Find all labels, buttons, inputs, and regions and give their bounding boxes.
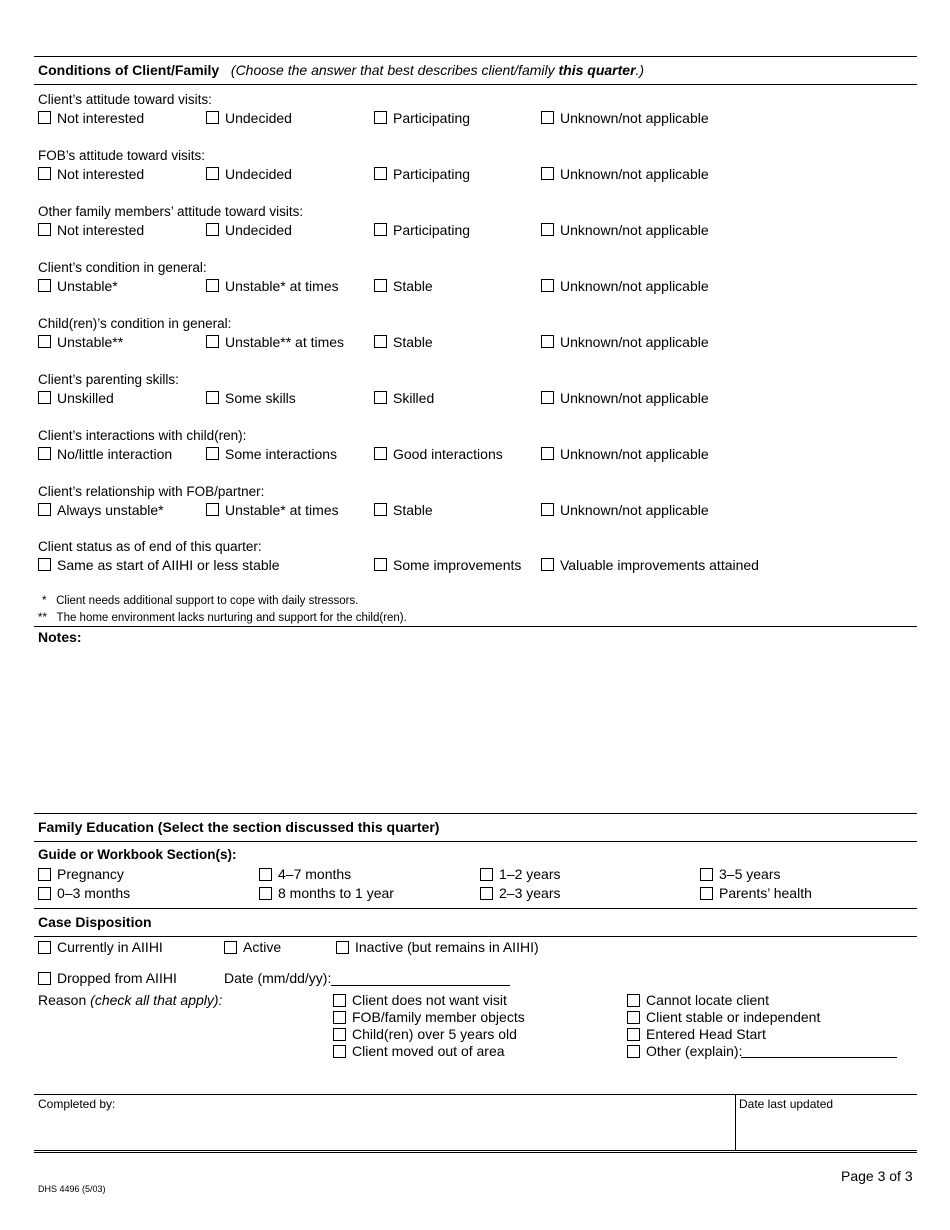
- q7-checkbox-good-interactions[interactable]: [374, 447, 387, 460]
- q4-option-unstable-at-times: Unstable* at times: [225, 278, 339, 294]
- reason-checkbox-no-visit[interactable]: [333, 994, 346, 1007]
- q3-option-participating: Participating: [393, 222, 471, 238]
- q5-checkbox-unstable[interactable]: [38, 335, 51, 348]
- completed-by-field[interactable]: [34, 1112, 734, 1148]
- q3-checkbox-unknown-not-applicable[interactable]: [541, 223, 554, 236]
- question-label: Child(ren)’s condition in general:: [38, 316, 232, 331]
- reason-checkbox-over-5[interactable]: [333, 1028, 346, 1041]
- q6-option-unskilled: Unskilled: [57, 390, 114, 406]
- reason-cannot-locate: Cannot locate client: [646, 992, 769, 1008]
- guide-label: Guide or Workbook Section(s):: [38, 847, 237, 862]
- q7-option-good-interactions: Good interactions: [393, 446, 503, 462]
- cd-option-active: Active: [243, 939, 282, 955]
- reason-stable: Client stable or independent: [646, 1009, 821, 1025]
- cd-checkbox-dropped[interactable]: [38, 972, 51, 985]
- q4-checkbox-stable[interactable]: [374, 279, 387, 292]
- fe-checkbox-pregnancy[interactable]: [38, 868, 51, 881]
- q8-checkbox-unstable-at-times[interactable]: [206, 503, 219, 516]
- reason-over-5: Child(ren) over 5 years old: [352, 1026, 517, 1042]
- q7-option-no-little-interaction: No/little interaction: [57, 446, 173, 462]
- reason-moved: Client moved out of area: [352, 1043, 505, 1059]
- form-id: DHS 4496 (5/03): [38, 1184, 106, 1194]
- q7-option-some-interactions: Some interactions: [225, 446, 338, 462]
- q1-option-participating: Participating: [393, 110, 471, 126]
- question-label: Other family members’ attitude toward visits:: [38, 204, 304, 219]
- reason-no-visit: Client does not want visit: [352, 992, 507, 1008]
- q4-checkbox-unknown-not-applicable[interactable]: [541, 279, 554, 292]
- notes-label: Notes:: [38, 629, 82, 645]
- family-education-title: Family Education (Select the section discussed this quarter): [38, 819, 440, 835]
- fe-option-2-3-years: 2–3 years: [499, 885, 561, 901]
- fe-checkbox-parents-health[interactable]: [700, 887, 713, 900]
- fe-option-4-7-months: 4–7 months: [278, 866, 352, 882]
- q1-checkbox-not-interested[interactable]: [38, 111, 51, 124]
- q6-checkbox-unskilled[interactable]: [38, 391, 51, 404]
- q3-checkbox-not-interested[interactable]: [38, 223, 51, 236]
- status-option-some-improvements: Some improvements: [393, 557, 522, 573]
- reason-checkbox-cannot-locate[interactable]: [627, 994, 640, 1007]
- q7-checkbox-unknown-not-applicable[interactable]: [541, 447, 554, 460]
- completed-by-label: Completed by:: [38, 1097, 116, 1111]
- q4-checkbox-unstable-at-times[interactable]: [206, 279, 219, 292]
- cd-date-field[interactable]: [331, 985, 510, 986]
- reason-head-start: Entered Head Start: [646, 1026, 766, 1042]
- q1-option-undecided: Undecided: [225, 110, 292, 126]
- fe-option-0-3-months: 0–3 months: [57, 885, 131, 901]
- question-label: Client’s condition in general:: [38, 260, 207, 275]
- cd-option-dropped: Dropped from AIIHI: [57, 970, 177, 986]
- fe-checkbox-8-months-1-year[interactable]: [259, 887, 272, 900]
- cd-option-inactive: Inactive (but remains in AIIHI): [355, 939, 539, 955]
- q8-checkbox-always-unstable[interactable]: [38, 503, 51, 516]
- q2-option-participating: Participating: [393, 166, 471, 182]
- q1-checkbox-undecided[interactable]: [206, 111, 219, 124]
- cd-checkbox-inactive[interactable]: [336, 941, 349, 954]
- q6-option-skilled: Skilled: [393, 390, 435, 406]
- notes-area[interactable]: [34, 646, 917, 808]
- q6-checkbox-unknown-not-applicable[interactable]: [541, 391, 554, 404]
- status-question-label: Client status as of end of this quarter:: [38, 539, 262, 554]
- reason-checkbox-head-start[interactable]: [627, 1028, 640, 1041]
- question-label: Client’s relationship with FOB/partner:: [38, 484, 265, 499]
- q3-checkbox-undecided[interactable]: [206, 223, 219, 236]
- q2-option-undecided: Undecided: [225, 166, 292, 182]
- q2-checkbox-participating[interactable]: [374, 167, 387, 180]
- conditions-subtitle: (Choose the answer that best describes client/family this quarter.): [230, 62, 645, 78]
- q3-option-undecided: Undecided: [225, 222, 292, 238]
- q5-checkbox-stable[interactable]: [374, 335, 387, 348]
- q2-checkbox-not-interested[interactable]: [38, 167, 51, 180]
- q1-option-unknown-not-applicable: Unknown/not applicable: [560, 110, 709, 126]
- q4-option-stable: Stable: [393, 278, 433, 294]
- q5-option-unstable-at-times: Unstable** at times: [225, 334, 345, 350]
- cd-checkbox-active[interactable]: [224, 941, 237, 954]
- date-last-updated-label: Date last updated: [739, 1097, 834, 1111]
- q4-option-unknown-not-applicable: Unknown/not applicable: [560, 278, 709, 294]
- q2-option-unknown-not-applicable: Unknown/not applicable: [560, 166, 709, 182]
- q2-checkbox-undecided[interactable]: [206, 167, 219, 180]
- q1-checkbox-participating[interactable]: [374, 111, 387, 124]
- q8-option-always-unstable: Always unstable*: [57, 502, 164, 518]
- q3-option-unknown-not-applicable: Unknown/not applicable: [560, 222, 709, 238]
- q3-option-not-interested: Not interested: [57, 222, 145, 238]
- question-label: FOB’s attitude toward visits:: [38, 148, 206, 163]
- reason-other-field[interactable]: [741, 1057, 897, 1058]
- status-checkbox-same[interactable]: [38, 558, 51, 571]
- q5-checkbox-unstable-at-times[interactable]: [206, 335, 219, 348]
- reason-other: Other (explain):: [646, 1043, 743, 1059]
- conditions-title: Conditions of Client/Family: [38, 62, 220, 78]
- reason-checkbox-stable[interactable]: [627, 1011, 640, 1024]
- fe-checkbox-4-7-months[interactable]: [259, 868, 272, 881]
- fe-option-parents-health: Parents’ health: [719, 885, 812, 901]
- q6-option-unknown-not-applicable: Unknown/not applicable: [560, 390, 709, 406]
- fe-checkbox-3-5-years[interactable]: [700, 868, 713, 881]
- q8-checkbox-stable[interactable]: [374, 503, 387, 516]
- q2-checkbox-unknown-not-applicable[interactable]: [541, 167, 554, 180]
- q7-option-unknown-not-applicable: Unknown/not applicable: [560, 446, 709, 462]
- cd-reason-label: Reason (check all that apply):: [38, 992, 223, 1008]
- q8-option-unstable-at-times: Unstable* at times: [225, 502, 339, 518]
- q6-option-some-skills: Some skills: [225, 390, 296, 406]
- q8-checkbox-unknown-not-applicable[interactable]: [541, 503, 554, 516]
- footnote-2: ** The home environment lacks nurturing and support for the child(ren).: [38, 612, 407, 624]
- q5-option-stable: Stable: [393, 334, 433, 350]
- question-label: Client’s parenting skills:: [38, 372, 179, 387]
- case-disposition-title: Case Disposition: [38, 914, 152, 930]
- cd-option-currently: Currently in AIIHI: [57, 939, 163, 955]
- q5-checkbox-unknown-not-applicable[interactable]: [541, 335, 554, 348]
- q8-option-unknown-not-applicable: Unknown/not applicable: [560, 502, 709, 518]
- status-option-valuable-improvements: Valuable improvements attained: [560, 557, 759, 573]
- fe-checkbox-1-2-years[interactable]: [480, 868, 493, 881]
- cd-date-label: Date (mm/dd/yy):: [224, 970, 332, 986]
- q7-checkbox-some-interactions[interactable]: [206, 447, 219, 460]
- fe-option-pregnancy: Pregnancy: [57, 866, 124, 882]
- q8-option-stable: Stable: [393, 502, 433, 518]
- footnote-1: * Client needs additional support to cope with daily stressors.: [42, 595, 359, 607]
- reason-fob-objects: FOB/family member objects: [352, 1009, 525, 1025]
- question-label: Client’s interactions with child(ren):: [38, 428, 247, 443]
- q1-option-not-interested: Not interested: [57, 110, 145, 126]
- page-number: Page 3 of 3: [841, 1168, 913, 1184]
- q4-option-unstable: Unstable*: [57, 278, 118, 294]
- fe-checkbox-2-3-years[interactable]: [480, 887, 493, 900]
- q5-option-unstable: Unstable**: [57, 334, 124, 350]
- date-last-updated-field[interactable]: [736, 1112, 916, 1148]
- q2-option-not-interested: Not interested: [57, 166, 145, 182]
- conditions-header: [38, 62, 644, 78]
- q6-checkbox-skilled[interactable]: [374, 391, 387, 404]
- fe-option-1-2-years: 1–2 years: [499, 866, 561, 882]
- fe-option-3-5-years: 3–5 years: [719, 866, 781, 882]
- q3-checkbox-participating[interactable]: [374, 223, 387, 236]
- cd-checkbox-currently[interactable]: [38, 941, 51, 954]
- reason-checkbox-fob-objects[interactable]: [333, 1011, 346, 1024]
- reason-checkbox-moved[interactable]: [333, 1045, 346, 1058]
- status-checkbox-valuable-improvements[interactable]: [541, 558, 554, 571]
- q6-checkbox-some-skills[interactable]: [206, 391, 219, 404]
- reason-checkbox-other[interactable]: [627, 1045, 640, 1058]
- fe-checkbox-0-3-months[interactable]: [38, 887, 51, 900]
- q4-checkbox-unstable[interactable]: [38, 279, 51, 292]
- q1-checkbox-unknown-not-applicable[interactable]: [541, 111, 554, 124]
- fe-option-8-months-1-year: 8 months to 1 year: [278, 885, 394, 901]
- status-option-same: Same as start of AIIHI or less stable: [57, 557, 280, 573]
- q5-option-unknown-not-applicable: Unknown/not applicable: [560, 334, 709, 350]
- question-label: Client’s attitude toward visits:: [38, 92, 212, 107]
- q7-checkbox-no-little-interaction[interactable]: [38, 447, 51, 460]
- status-checkbox-some-improvements[interactable]: [374, 558, 387, 571]
